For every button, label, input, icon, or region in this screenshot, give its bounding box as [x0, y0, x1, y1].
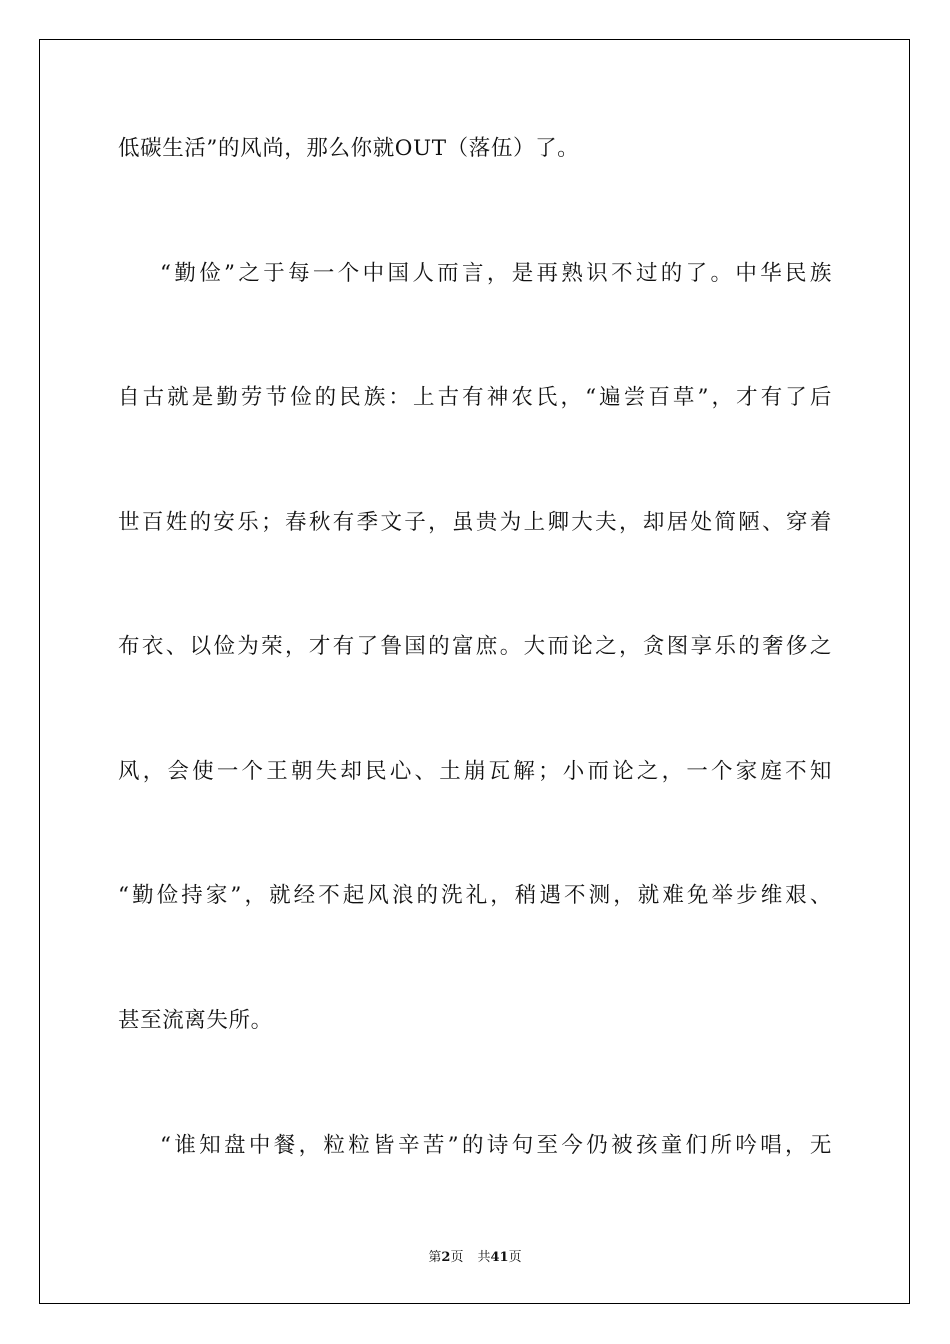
text-line-6: 风，会使一个王朝失却民心、土崩瓦解；小而论之，一个家庭不知 [118, 759, 832, 784]
total-suffix: 页 [508, 1250, 522, 1265]
page-prefix: 第 [428, 1250, 442, 1265]
page-suffix: 页 [450, 1250, 464, 1265]
text-line-9: “谁知盘中餐，粒粒皆辛苦”的诗句至今仍被孩童们所吟唱，无 [160, 1133, 832, 1158]
total-pages: 41 [490, 1250, 509, 1265]
text-line-3: 自古就是勤劳节俭的民族：上古有神农氏，“遍尝百草”，才有了后 [118, 385, 832, 410]
text-line-7: “勤俭持家”，就经不起风浪的洗礼，稍遇不测，就难免举步维艰、 [118, 883, 832, 908]
page-border [39, 39, 910, 1304]
page-footer [0, 1246, 950, 1265]
text-line-1: 低碳生活”的风尚，那么你就OUT（落伍）了。 [118, 136, 580, 161]
text-line-5: 布衣、以俭为荣，才有了鲁国的富庶。大而论之，贪图享乐的奢侈之 [118, 634, 832, 659]
text-line-4: 世百姓的安乐；春秋有季文子，虽贵为上卿大夫，却居处简陋、穿着 [118, 510, 832, 535]
text-line-2: “勤俭”之于每一个中国人而言，是再熟识不过的了。中华民族 [160, 261, 832, 286]
text-line-8: 甚至流离失所。 [118, 1008, 273, 1033]
page-number: 2 [441, 1250, 451, 1265]
total-prefix: 共 [477, 1250, 491, 1265]
